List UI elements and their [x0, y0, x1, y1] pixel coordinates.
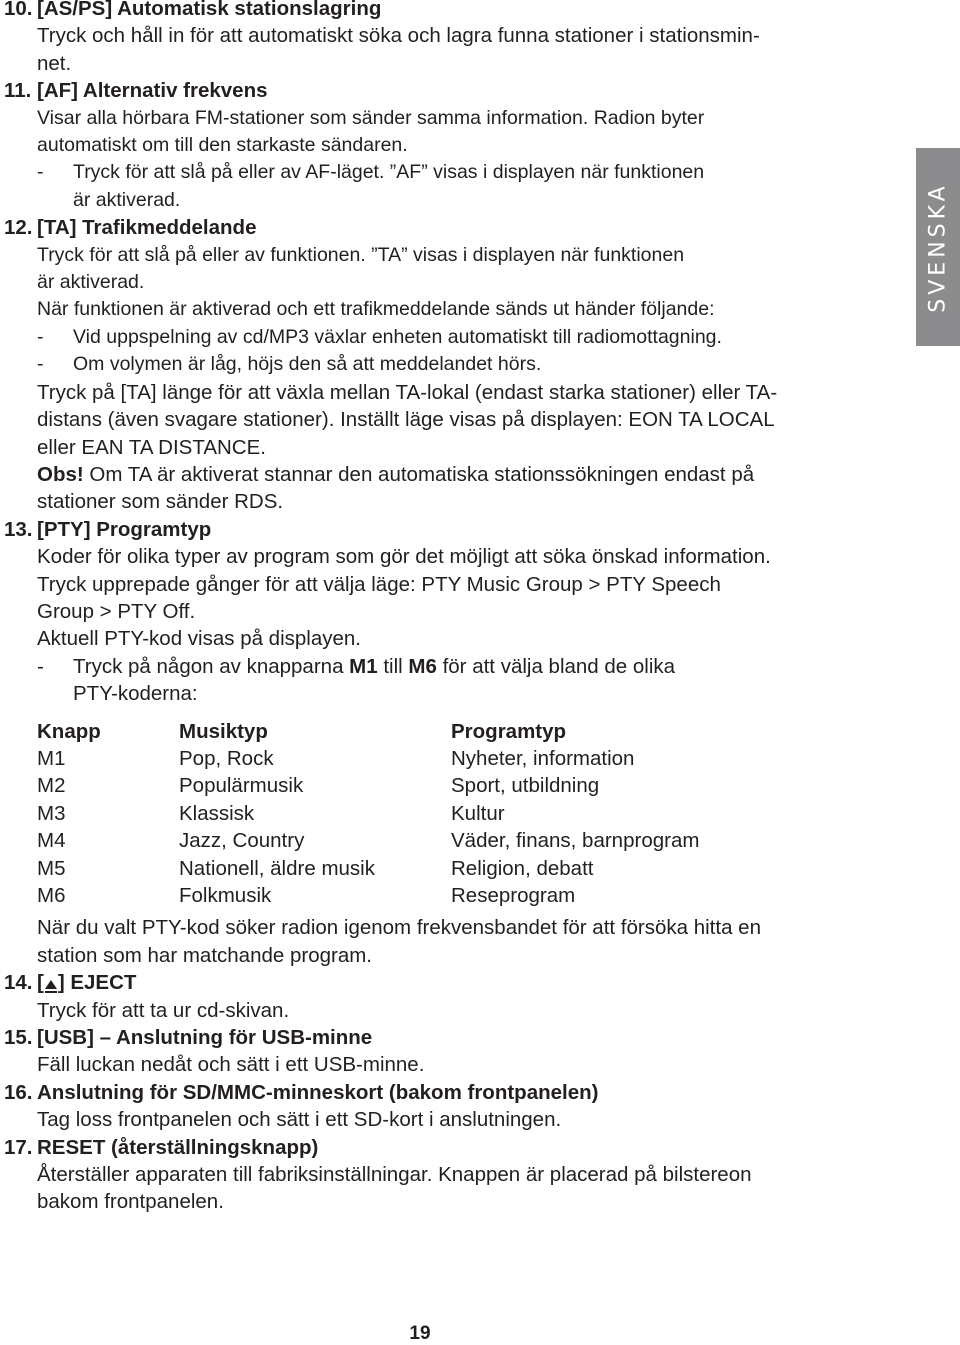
section-13-text: Tryck upprepade gånger för att välja läge: PTY Music Group > PTY Speech — [37, 572, 721, 596]
section-17-text: Återställer apparaten till fabriksinställningar. Knappen är placerad på bilstereon — [37, 1163, 752, 1187]
table-row — [37, 882, 699, 909]
table-cell: Populärmusik — [179, 774, 304, 798]
section-12-text: stationer som sänder RDS. — [37, 490, 284, 514]
table-cell: Pop, Rock — [179, 746, 274, 770]
section-12-text: eller EAN TA DISTANCE. — [37, 435, 266, 459]
table-cell: Reseprogram — [451, 884, 576, 907]
section-15-heading: 15. [USB] – Anslutning för USB-minne — [4, 1026, 373, 1050]
table-cell: Klassisk — [179, 801, 255, 825]
section-17-heading: 17. RESET (återställningsknapp) — [4, 1135, 319, 1159]
section-10-text: Tryck och håll in för att automatiskt söka och lagra funna stationer i stationsmin- — [37, 24, 760, 48]
eject-icon — [45, 981, 57, 993]
table-header-row — [37, 718, 699, 745]
table-row — [37, 827, 699, 854]
section-13-text: Aktuell PTY-kod visas på displayen. — [37, 627, 361, 651]
section-16-heading: 16. Anslutning för SD/MMC-minneskort (bakom frontpanelen) — [4, 1080, 599, 1104]
table-header: Musiktyp — [179, 719, 268, 743]
section-13-bullet: - Tryck på någon av knapparna M1 till M6 för att välja bland de olika — [37, 654, 676, 678]
section-12-text: distans (även svagare stationer). Inställt läge visas på displayen: EON TA LOCAL — [37, 408, 775, 432]
table-cell: Folkmusik — [179, 884, 272, 907]
table-cell: Nyheter, information — [451, 746, 635, 770]
table-cell: M2 — [37, 774, 66, 798]
table-header: Programtyp — [451, 719, 567, 743]
section-11-bullet-cont: är aktiverad. — [73, 188, 181, 211]
table-cell: Sport, utbildning — [451, 774, 600, 798]
section-12-text: När funktionen är aktiverad och ett trafikmeddelande sänds ut händer följande: — [37, 298, 715, 321]
table-row — [37, 855, 699, 882]
table-row — [37, 800, 699, 827]
section-12-text: är aktiverad. — [37, 271, 145, 294]
section-15-text: Fäll luckan nedåt och sätt i ett USB-minne. — [37, 1053, 425, 1077]
table-cell: Religion, debatt — [451, 856, 594, 880]
table-cell: Jazz, Country — [179, 829, 305, 853]
language-tab-label: SVENSKA — [925, 181, 951, 313]
table-cell: Kultur — [451, 801, 505, 825]
table-cell: M5 — [37, 856, 66, 880]
section-11-text: automatiskt om till den starkaste sändaren. — [37, 134, 408, 157]
table-row — [37, 772, 699, 799]
table-cell: M6 — [37, 884, 66, 907]
section-12-text: Tryck på [TA] länge för att växla mellan TA-lokal (endast starka stationer) eller TA- — [37, 380, 778, 404]
section-14-text: Tryck för att ta ur cd-skivan. — [37, 998, 290, 1022]
table-cell: Väder, finans, barnprogram — [451, 829, 700, 853]
section-13-text: Koder för olika typer av program som gör det möjligt att söka önskad information. — [37, 545, 771, 569]
page-number: 19 — [409, 1323, 431, 1344]
section-12-bullet: - Vid uppspelning av cd/MP3 växlar enheten automatiskt till radiomottagning. — [37, 325, 722, 348]
section-13-bullet-cont: PTY-koderna: — [73, 682, 198, 706]
manual-page-content — [4, 0, 834, 1216]
table-header: Knapp — [37, 719, 101, 743]
section-10-heading: 10. [AS/PS] Automatisk stationslagring — [4, 0, 382, 20]
table-cell: M3 — [37, 801, 66, 825]
section-12-bullet: - Om volymen är låg, höjs den så att meddelandet hörs. — [37, 353, 542, 376]
section-13-text: station som har matchande program. — [37, 943, 372, 967]
section-10-text: net. — [37, 51, 72, 75]
section-12-heading: 12. [TA] Trafikmeddelande — [4, 216, 257, 240]
section-12-text: Tryck för att slå på eller av funktionen. ”TA” visas i displayen när funktionen — [37, 243, 685, 266]
section-11-text: Visar alla hörbara FM-stationer som sänder samma information. Radion byter — [37, 106, 705, 129]
pty-table — [37, 718, 699, 910]
section-13-text: När du valt PTY-kod söker radion igenom frekvensbandet för att försöka hitta en — [37, 916, 761, 940]
section-16-text: Tag loss frontpanelen och sätt i ett SD-kort i anslutningen. — [37, 1108, 562, 1132]
section-11-heading: 11. [AF] Alternativ frekvens — [4, 79, 268, 103]
table-cell: M4 — [37, 829, 66, 853]
section-12-note: Obs! Om TA är aktiverat stannar den automatiska stationssökningen endast på — [37, 462, 755, 486]
section-14-heading: 14. [ ] EJECT — [4, 971, 137, 995]
section-11-bullet: - Tryck för att slå på eller av AF-läget. ”AF” visas i displayen när funktionen — [37, 161, 705, 184]
table-cell: Nationell, äldre musik — [179, 856, 375, 880]
table-cell: M1 — [37, 746, 66, 770]
section-13-text: Group > PTY Off. — [37, 599, 196, 623]
language-side-tab — [916, 148, 960, 346]
section-17-text: bakom frontpanelen. — [37, 1190, 224, 1214]
table-row — [37, 745, 699, 772]
section-13-heading: 13. [PTY] Programtyp — [4, 517, 212, 541]
